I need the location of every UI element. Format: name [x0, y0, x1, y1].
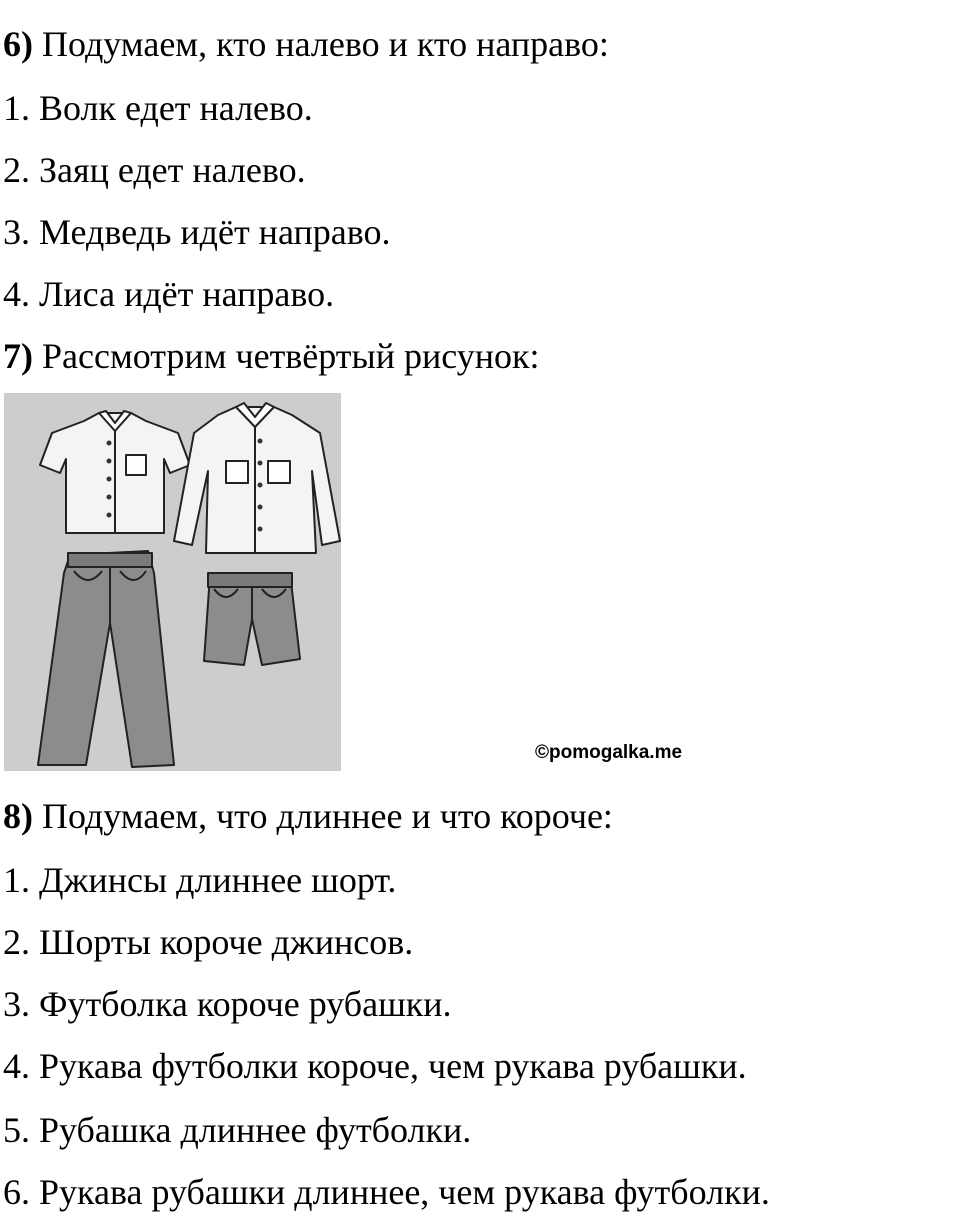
section-6-item: 3. Медведь идёт направо.: [3, 212, 391, 252]
section-6-item: 2. Заяц едет налево.: [3, 150, 306, 190]
section-7-heading: [3, 334, 540, 378]
section-6-heading-text: Подумаем, кто налево и кто направо:: [42, 24, 609, 64]
section-8-heading-text: Подумаем, что длиннее и что короче:: [42, 796, 613, 836]
watermark: ©pomogalka.me: [535, 742, 683, 763]
section-7-number: 7): [3, 336, 33, 376]
section-8-item: 2. Шорты короче джинсов.: [3, 922, 414, 962]
section-6-item: 4. Лиса идёт направо.: [3, 274, 335, 314]
section-6-number: 6): [3, 24, 33, 64]
section-7-heading-text: Рассмотрим четвёртый рисунок:: [42, 336, 540, 376]
section-8-item: 5. Рубашка длиннее футболки.: [3, 1110, 472, 1150]
section-8-item: 4. Рукава футболки короче, чем рукава рубашки.: [3, 1046, 747, 1086]
section-8-item: 6. Рукава рубашки длиннее, чем рукава футболки.: [3, 1172, 770, 1212]
clothing-illustration: [4, 393, 341, 771]
section-6-item: 1. Волк едет налево.: [3, 88, 313, 128]
section-8-item: 1. Джинсы длиннее шорт.: [3, 860, 397, 900]
section-8-item: 3. Футболка короче рубашки.: [3, 984, 452, 1024]
section-8-number: 8): [3, 796, 33, 836]
section-6-heading: [3, 22, 609, 66]
section-8-heading: [3, 794, 613, 838]
